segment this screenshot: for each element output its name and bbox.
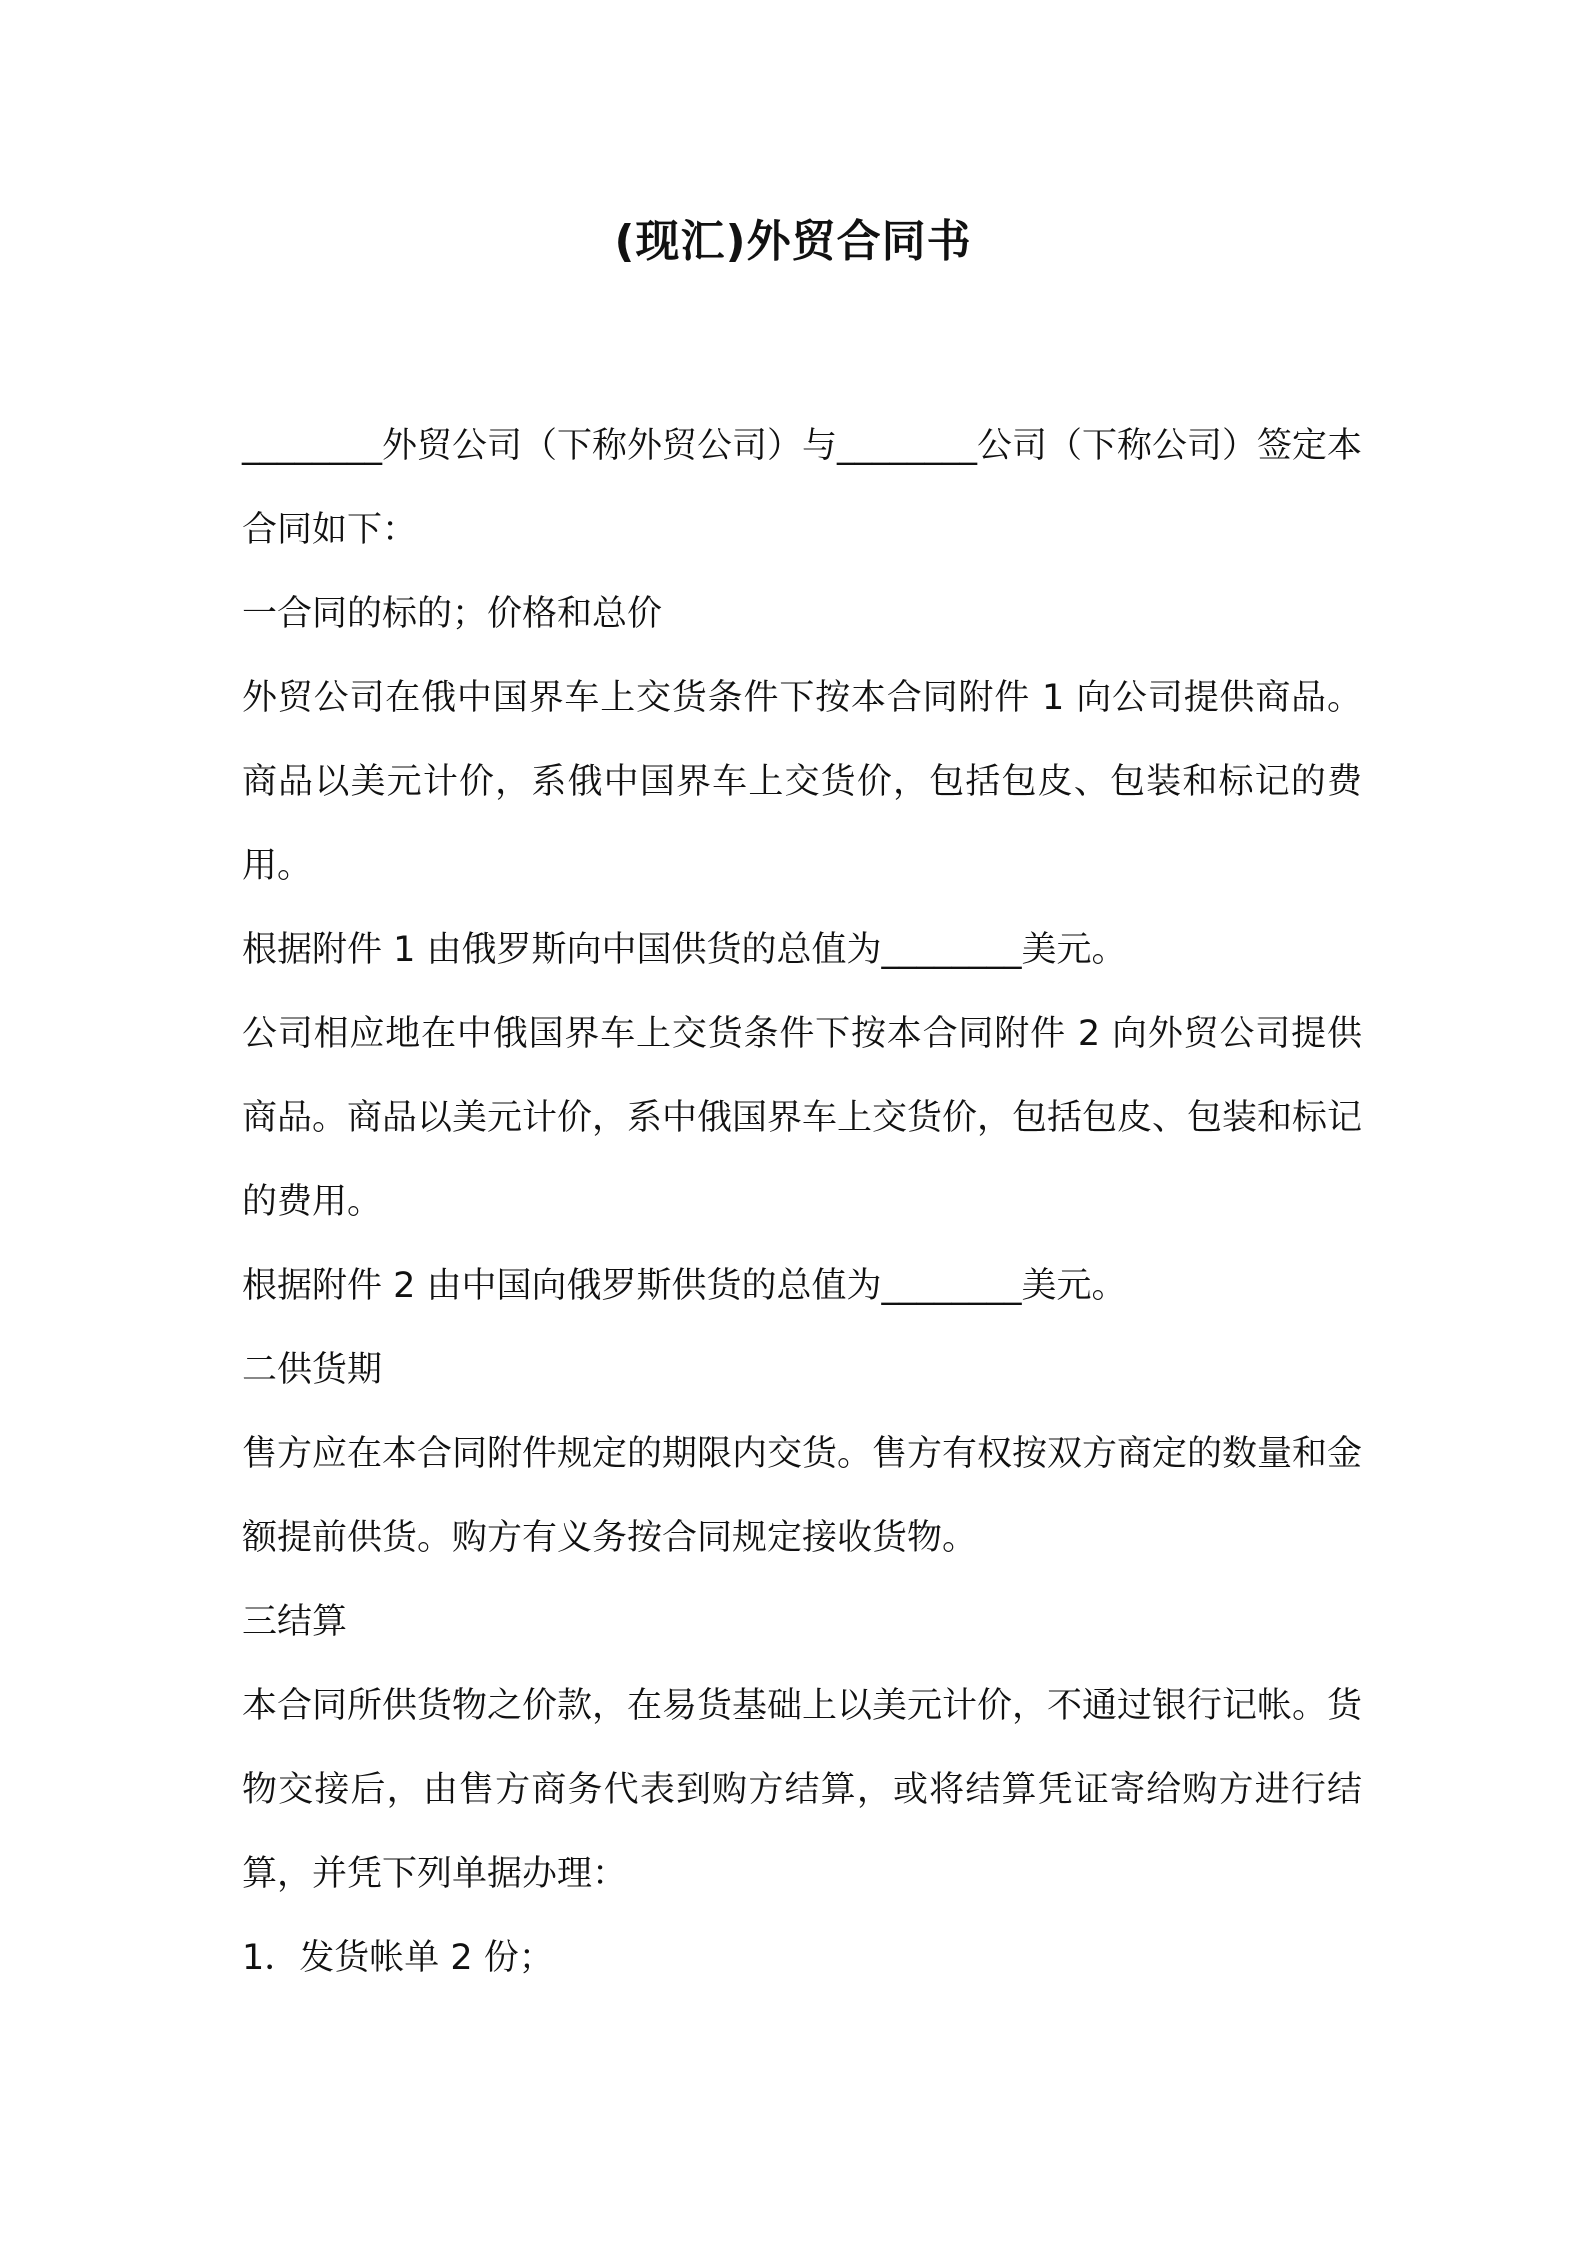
paragraph-parties: ________外贸公司（下称外贸公司）与________公司（下称公司）签定本合同如下： <box>242 426 1363 550</box>
section-heading-settlement: 三结算 <box>242 1602 348 1642</box>
section-heading-subject: 一合同的标的；价格和总价 <box>242 594 663 634</box>
paragraph-supply-russia: 外贸公司在俄中国界车上交货条件下按本合同附件 1 向公司提供商品。商品以美元计价，系俄中国界车上交货价，包括包皮、包装和标记的费用。 <box>242 678 1362 886</box>
document-body <box>242 404 1362 2000</box>
paragraph-settlement-terms: 本合同所供货物之价款，在易货基础上以美元计价，不通过银行记帐。货物交接后，由售方商务代表到购方结算，或将结算凭证寄给购方进行结算，并凭下列单据办理： <box>242 1686 1363 1894</box>
paragraph-total-russia: 根据附件 1 由俄罗斯向中国供货的总值为________美元。 <box>242 930 1127 970</box>
list-item-invoice: 1．发货帐单 2 份； <box>242 1938 554 1978</box>
document-title: (现汇)外贸合同书 <box>614 216 972 267</box>
paragraph-supply-china: 公司相应地在中俄国界车上交货条件下按本合同附件 2 向外贸公司提供商品。商品以美元计价，系中俄国界车上交货价，包括包皮、包装和标记的费用。 <box>242 1014 1363 1222</box>
paragraph-delivery-terms: 售方应在本合同附件规定的期限内交货。售方有权按双方商定的数量和金额提前供货。购方有义务按合同规定接收货物。 <box>242 1434 1363 1558</box>
section-heading-delivery: 二供货期 <box>242 1350 383 1390</box>
paragraph-total-china: 根据附件 2 由中国向俄罗斯供货的总值为________美元。 <box>242 1266 1127 1306</box>
